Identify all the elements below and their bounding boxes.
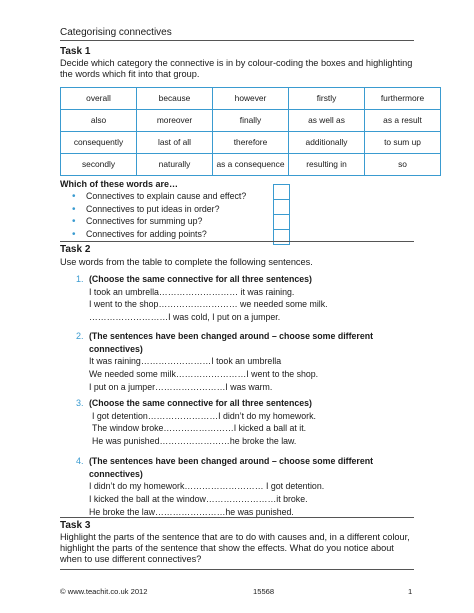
connective-cell[interactable]: also bbox=[61, 110, 137, 132]
connectives-table bbox=[60, 87, 441, 176]
colour-box-cause-effect[interactable] bbox=[273, 184, 290, 200]
connective-cell[interactable]: finally bbox=[213, 110, 289, 132]
colour-box-summing-up[interactable] bbox=[273, 214, 290, 230]
category-item-order: • Connectives to put ideas in order? bbox=[72, 203, 220, 215]
category-item-cause-effect: • Connectives to explain cause and effect? bbox=[72, 191, 247, 202]
sentence-line: ………………………I was cold, I put on a jumper. bbox=[89, 312, 281, 323]
exercise-heading: (Choose the same connective for all three sentences) bbox=[89, 398, 312, 408]
connective-cell[interactable]: as a consequence bbox=[213, 154, 289, 176]
connective-cell[interactable]: as well as bbox=[289, 110, 365, 132]
connective-cell[interactable]: resulting in bbox=[289, 154, 365, 176]
sentence-line: He was punished……………………he broke the law. bbox=[92, 436, 297, 447]
sentence-line: I kicked the ball at the window……………………it broke. bbox=[89, 494, 308, 505]
task3-heading: Task 3 bbox=[60, 520, 91, 531]
connective-cell[interactable]: as a result bbox=[365, 110, 441, 132]
exercise-3 bbox=[89, 397, 409, 448]
connective-cell[interactable]: however bbox=[213, 88, 289, 110]
category-item-adding: • Connectives for adding points? bbox=[72, 228, 207, 240]
exercise-heading: (Choose the same connective for all three sentences) bbox=[89, 274, 312, 284]
table-row bbox=[61, 132, 441, 154]
connective-cell[interactable]: therefore bbox=[213, 132, 289, 154]
exercise-number: 4. bbox=[76, 456, 84, 466]
colour-box-adding[interactable] bbox=[273, 229, 290, 245]
colour-key-boxes bbox=[273, 185, 290, 245]
task1-heading: Task 1 bbox=[60, 46, 91, 57]
title-divider bbox=[60, 40, 414, 41]
colour-box-order[interactable] bbox=[273, 199, 290, 215]
category-item-summing-up: • Connectives for summing up? bbox=[72, 216, 203, 227]
exercise-heading: (The sentences have been changed around – choose some different connectives) bbox=[89, 331, 374, 354]
sentence-line: The window broke……………………I kicked a ball at it. bbox=[92, 423, 307, 434]
sentence-line: I didn’t do my homework……………………… I got detention. bbox=[89, 481, 325, 492]
page-title: Categorising connectives bbox=[60, 27, 172, 38]
exercise-number: 3. bbox=[76, 398, 84, 408]
table-row bbox=[61, 110, 441, 132]
connective-cell[interactable]: secondly bbox=[61, 154, 137, 176]
category-list bbox=[72, 190, 246, 240]
task3-divider bbox=[60, 517, 414, 518]
exercise-4 bbox=[89, 455, 379, 519]
task1-instructions: Decide which category the connective is in by colour-coding the boxes and highlighting the words which fit into that group. bbox=[60, 58, 413, 79]
footer-resource-code: 15568 bbox=[253, 587, 275, 596]
bullet-icon: • bbox=[72, 228, 76, 240]
bullet-icon: • bbox=[72, 191, 76, 202]
connective-cell[interactable]: furthermore bbox=[365, 88, 441, 110]
connective-cell[interactable]: last of all bbox=[137, 132, 213, 154]
connective-cell[interactable]: so bbox=[365, 154, 441, 176]
exercise-heading: (The sentences have been changed around – choose some different connectives) bbox=[89, 456, 374, 479]
footer-page-number: 1 bbox=[408, 587, 413, 596]
connective-cell[interactable]: additionally bbox=[289, 132, 365, 154]
task2-heading: Task 2 bbox=[60, 244, 91, 255]
sentence-line: It was raining……………………I took an umbrella bbox=[89, 356, 282, 367]
connective-cell[interactable]: because bbox=[137, 88, 213, 110]
exercise-number: 1. bbox=[76, 274, 84, 284]
connective-cell[interactable]: firstly bbox=[289, 88, 365, 110]
task2-divider bbox=[60, 241, 414, 242]
table-row bbox=[61, 154, 441, 176]
connective-cell[interactable]: consequently bbox=[61, 132, 137, 154]
sentence-line: I put on a jumper……………………I was warm. bbox=[89, 381, 273, 392]
sentence-line: I took an umbrella……………………… it was raining. bbox=[89, 286, 295, 297]
sentence-line: I got detention……………………I didn’t do my homework. bbox=[92, 410, 316, 421]
exercise-1 bbox=[89, 273, 409, 324]
task2-instructions: Use words from the table to complete the following sentences. bbox=[60, 257, 313, 267]
exercise-2 bbox=[89, 330, 379, 394]
table-row bbox=[61, 88, 441, 110]
exercise-number: 2. bbox=[76, 331, 84, 341]
task3-instructions: Highlight the parts of the sentence that are to do with causes and, in a different colour, highlight the parts of the sentence that show the effects. What do you notice about when to use different connectives? bbox=[60, 532, 410, 564]
connective-cell[interactable]: overall bbox=[61, 88, 137, 110]
bullet-icon: • bbox=[72, 203, 76, 215]
bullet-icon: • bbox=[72, 216, 76, 227]
connective-cell[interactable]: to sum up bbox=[365, 132, 441, 154]
footer-divider bbox=[60, 569, 414, 570]
connective-cell[interactable]: moreover bbox=[137, 110, 213, 132]
task1-question: Which of these words are… bbox=[60, 179, 179, 189]
sentence-line: We needed some milk……………………I went to the shop. bbox=[89, 369, 319, 380]
footer-copyright: © www.teachit.co.uk 2012 bbox=[60, 587, 148, 596]
connective-cell[interactable]: naturally bbox=[137, 154, 213, 176]
sentence-line: I went to the shop……………………… we needed some milk. bbox=[89, 299, 328, 310]
sentence-line: He broke the law……………………he was punished. bbox=[89, 506, 294, 517]
